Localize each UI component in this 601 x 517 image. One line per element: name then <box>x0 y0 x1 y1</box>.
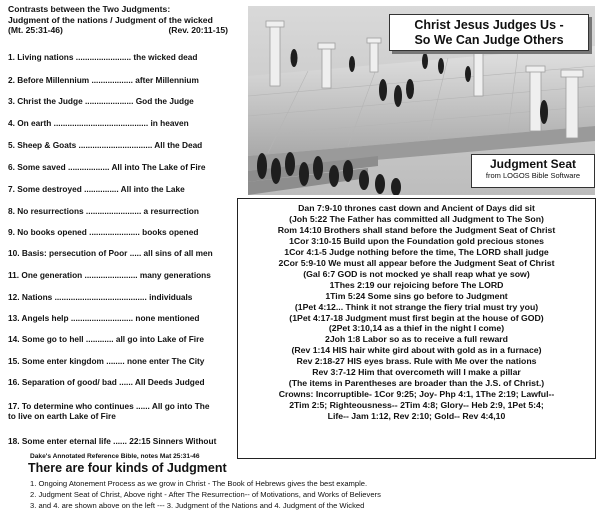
contrast-item: 18. Some enter eternal life ...... 22:15 Sinners Without <box>8 436 217 446</box>
contrast-item: 11. One generation ....................... many generations <box>8 270 211 280</box>
scripture-line: 2Joh 1:8 Labor so as to receive a full reward <box>325 334 508 345</box>
caption-line1: Christ Jesus Judges Us - <box>414 18 564 32</box>
judgment-seat-photo <box>248 6 595 195</box>
scripture-line: 1Thes 2:19 our rejoicing before The LORD <box>329 279 504 290</box>
judgment-seat-source: from LOGOS Bible Software <box>485 171 581 180</box>
contrast-item: 10. Basis: persecution of Poor ..... all sins of all men <box>8 248 213 258</box>
contrast-item: 16. Separation of good/ bad ...... All Deeds Judged <box>8 377 205 387</box>
scripture-line: 2Tim 2:5; Righteousness-- 2Tim 4:8; Glory-- Heb 2:9, 1Pet 5:4; <box>289 400 544 411</box>
scripture-line: 1Cor 3:10-15 Build upon the Foundation gold precious stones <box>289 235 544 246</box>
contrast-item: 15. Some enter kingdom ........ none enter The City <box>8 356 205 366</box>
references-row <box>8 25 240 35</box>
contrast-item: 4. On earth ......................................... in heaven <box>8 118 189 128</box>
judgment-seat-title: Judgment Seat <box>489 157 576 171</box>
reference-matthew: (Mt. 25:31-46) <box>8 25 63 35</box>
four-kinds-line: 1. Ongoing Atonement Process as we grow in Christ - The Book of Hebrews gives the best example. <box>30 479 368 488</box>
contrast-item: 12. Nations ........................................ individuals <box>8 292 193 302</box>
contrast-item-continued: to live on earth Lake of Fire <box>8 411 116 421</box>
scripture-line: (Joh 5:22 The Father has committed all Judgment to The Son) <box>289 213 544 224</box>
reference-revelation: (Rev. 20:11-15) <box>168 25 228 35</box>
scripture-line: Rev 2:18-27 HIS eyes brass. Rule with Me over the nations <box>296 356 537 367</box>
four-kinds-line: 3. and 4. are shown above on the left --- 3. Judgment of the Nations and 4. Judgment of the Wicked <box>30 501 365 510</box>
contrast-item: 17. To determine who continues ...... All go into The <box>8 401 210 411</box>
scripture-line: (The items in Parentheses are broader than the J.S. of Christ.) <box>288 378 545 389</box>
dake-note: Dake's Annotated Reference Bible, notes Mat 25:31-46 <box>30 453 200 460</box>
scripture-line: (1Pet 4:12... Think it not strange the fiery trial must try you) <box>294 301 539 312</box>
contrast-item: 13. Angels help ........................... none mentioned <box>8 313 200 323</box>
contrast-item: 6. Some saved .................. All into The Lake of Fire <box>8 162 206 172</box>
contrast-item: 8. No resurrections ........................ a resurrection <box>8 206 199 216</box>
contrasts-title-line1: Contrasts between the Two Judgments: <box>8 4 171 14</box>
contrast-item: 5. Sheep & Goats ................................ All the Dead <box>8 140 203 150</box>
four-kinds-line: 2. Judgment Seat of Christ, Above right - After The Resurrection-- of Motivations, and Works of Believers <box>30 490 381 499</box>
contrast-item: 14. Some go to hell ............ all go into Lake of Fire <box>8 334 204 344</box>
scripture-line: (1Pet 4:17-18 Judgment must first begin at the house of GOD) <box>289 312 544 323</box>
scripture-line: Rom 14:10 Brothers shall stand before the Judgment Seat of Christ <box>277 224 556 235</box>
scripture-line: (Rev 1:14 HIS hair white gird about with gold as in a furnace) <box>291 345 542 356</box>
scripture-line: Dan 7:9-10 thrones cast down and Ancient of Days did sit <box>298 203 535 213</box>
contrasts-title <box>8 4 213 25</box>
four-kinds-heading: There are four kinds of Judgment <box>28 461 227 475</box>
scripture-box <box>237 198 596 459</box>
scripture-line: 2Cor 5:9-10 We must all appear before the Judgment Seat of Christ <box>278 257 555 268</box>
contrasts-panel <box>0 0 245 460</box>
scripture-line: 1Tim 5:24 Some sins go before to Judgment <box>325 290 508 301</box>
scripture-line: Life-- Jam 1:12, Rev 2:10; Gold-- Rev 4:4,10 <box>327 411 506 422</box>
caption-box <box>389 14 589 51</box>
contrast-item: 7. Some destroyed ............... All into the Lake <box>8 184 185 194</box>
contrast-item: 2. Before Millennium .................. after Millennium <box>8 75 199 85</box>
scripture-line: (2Pet 3:10,14 as a thief in the night I come) <box>328 323 505 334</box>
scripture-line: 1Cor 4:1-5 Judge nothing before the time, The LORD shall judge <box>284 246 549 257</box>
contrast-item: 3. Christ the Judge ..................... God the Judge <box>8 96 194 106</box>
contrast-item: 9. No books opened ...................... books opened <box>8 227 199 237</box>
four-kinds-section <box>0 460 601 517</box>
judgment-seat-label <box>471 154 595 188</box>
caption-line2: So We Can Judge Others <box>414 33 564 47</box>
scripture-line: (Gal 6:7 GOD is not mocked ye shall reap what ye sow) <box>303 268 530 279</box>
contrasts-title-line2: Judgment of the nations / Judgment of the wicked <box>8 14 213 25</box>
contrast-item: 1. Living nations ........................ the wicked dead <box>8 52 198 62</box>
scripture-line: Crowns: Incorruptible- 1Cor 9:25; Joy- Php 4:1, 1The 2:19; Lawful-- <box>278 389 555 400</box>
scripture-line: Rev 3:7-12 Him that overcometh will I make a pillar <box>312 367 521 378</box>
